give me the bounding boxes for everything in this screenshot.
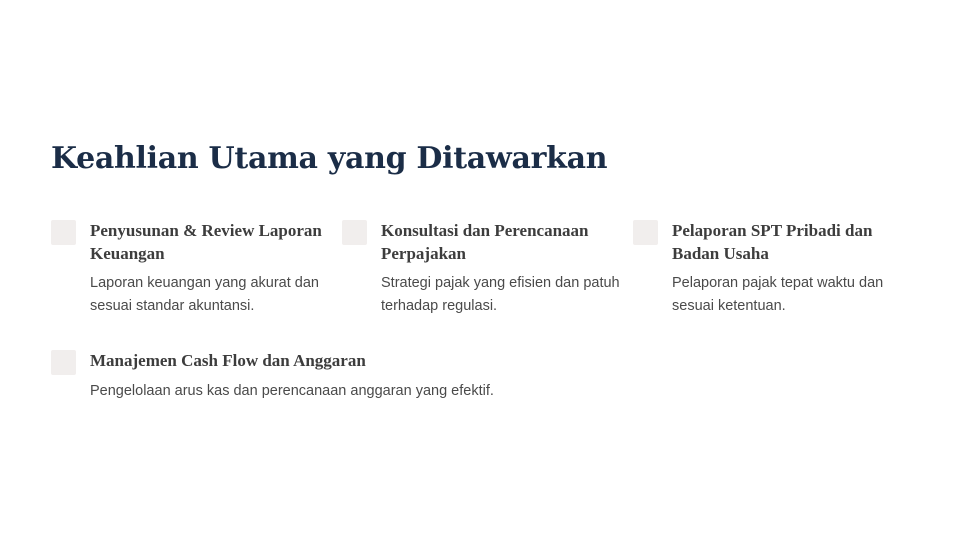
item-marker <box>51 350 76 375</box>
item-description: Strategi pajak yang efisien dan patuh terhadap regulasi. <box>381 275 620 314</box>
item-marker <box>342 220 367 245</box>
item-description: Pelaporan pajak tepat waktu dan sesuai ketentuan. <box>672 275 884 314</box>
slide-title: Keahlian Utama yang Ditawarkan <box>51 141 608 176</box>
item-description: Pengelolaan arus kas dan perencanaan anggaran yang efektif. <box>90 383 494 399</box>
item-description: Laporan keuangan yang akurat dan sesuai standar akuntansi. <box>90 275 319 314</box>
item-heading: Pelaporan SPT Pribadi dan Badan Usaha <box>672 221 873 263</box>
item-marker <box>51 220 76 245</box>
item-heading: Konsultasi dan Perencanaan Perpajakan <box>381 221 589 263</box>
item-marker <box>633 220 658 245</box>
item-heading: Manajemen Cash Flow dan Anggaran <box>90 351 366 370</box>
item-heading: Penyusunan & Review Laporan Keuangan <box>90 221 322 263</box>
